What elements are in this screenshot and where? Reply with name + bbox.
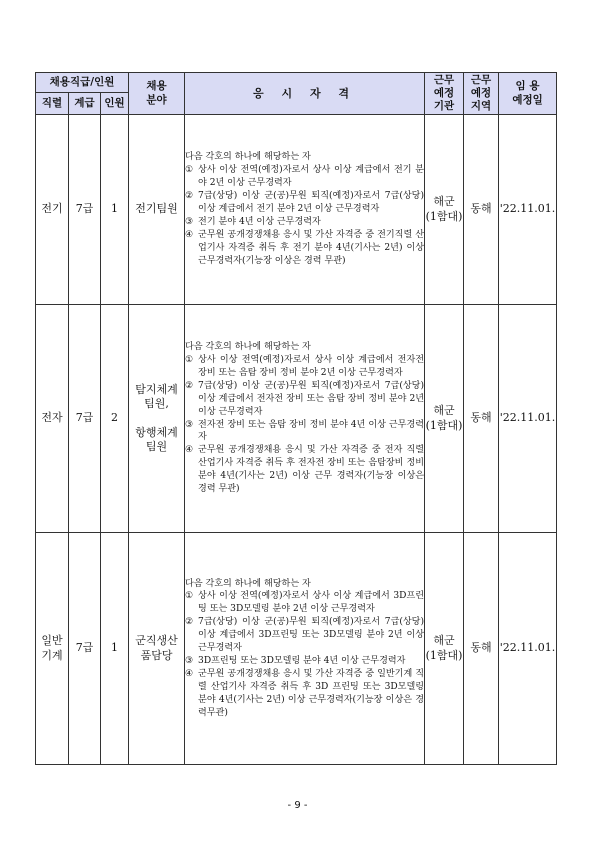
count-cell: 1	[101, 533, 129, 765]
item-text: 군무원 공개경쟁채용 응시 및 가산 자격증 중 전기직렬 산업기사 자격증 취득 후 전기 분야 4년(기사는 2년) 이상 근무경력자(기능장 이상은 경력 무관)	[198, 229, 425, 266]
qualification-item	[185, 616, 424, 655]
qualification-cell	[185, 305, 425, 533]
item-text: 7급(상당) 이상 군(공)무원 퇴직(예정)자로서 7급(상당) 이상 계급에서 3D프린팅 또는 3D모델링 분야 2년 이상 근무경력자	[198, 617, 425, 654]
item-text: 3D프린팅 또는 3D모델링 분야 4년 이상 근무경력자	[198, 655, 406, 666]
field-cell: 탐지체계 팀원, 항행체계 팀원	[129, 305, 185, 533]
qualification-item	[185, 419, 424, 445]
field-cell: 군직생산 품담당	[129, 533, 185, 765]
header-region: 근무 예정 지역	[464, 73, 499, 115]
table-row	[36, 533, 557, 765]
item-number: ①	[185, 354, 194, 365]
item-number: ④	[185, 445, 194, 456]
header-qualification: 응 시 자 격	[185, 73, 425, 115]
count-cell: 2	[101, 305, 129, 533]
item-number: ②	[185, 380, 194, 391]
item-text: 전기 분야 4년 이상 근무경력자	[198, 216, 321, 227]
item-text: 상사 이상 전역(예정)자로서 상사 이상 계급에서 3D프린팅 또는 3D모델링 분야 2년 이상 근무경력자	[198, 591, 425, 615]
item-text: 군무원 공개경쟁채용 응시 및 가산 자격증 중 일반기계 직렬 산업기사 자격증 취득 후 3D 프린팅 또는 3D모델링 분야 4년(기사는 2년) 이상 근무경력자(기능장 이상은 경력무관)	[198, 668, 425, 718]
region-cell: 동해	[464, 533, 499, 765]
job-cell: 일반 기계	[36, 533, 69, 765]
item-number: ③	[185, 419, 194, 430]
field-cell: 전기팀원	[129, 115, 185, 305]
count-cell: 1	[101, 115, 129, 305]
date-cell: '22.11.01.	[499, 533, 557, 765]
item-number: ③	[185, 216, 194, 227]
region-cell: 동해	[464, 115, 499, 305]
header-field: 채용 분야	[129, 73, 185, 115]
qualification-item	[185, 164, 424, 190]
qualification-item	[185, 216, 424, 229]
recruitment-table	[35, 72, 557, 765]
item-number: ④	[185, 229, 194, 240]
qualification-item	[185, 444, 424, 496]
grade-cell: 7급	[69, 533, 101, 765]
item-number: ①	[185, 591, 194, 602]
qualification-intro: 다음 각호의 하나에 해당하는 자	[185, 342, 311, 353]
item-number: ②	[185, 191, 194, 202]
qualification-item	[185, 380, 424, 419]
qualification-intro: 다음 각호의 하나에 해당하는 자	[185, 152, 311, 163]
agency-cell: 해군 (1함대)	[425, 533, 464, 765]
qualification-item	[185, 354, 424, 380]
item-text: 7급(상당) 이상 군(공)무원 퇴직(예정)자로서 7급(상당) 이상 계급에서 전자전 장비 또는 음탐 장비 정비 분야 2년 이상 근무경력자	[198, 380, 425, 417]
qualification-cell	[185, 533, 425, 765]
grade-cell: 7급	[69, 305, 101, 533]
qualification-intro: 다음 각호의 하나에 해당하는 자	[185, 578, 311, 589]
item-text: 7급(상당) 이상 군(공)무원 퇴직(예정)자로서 7급(상당) 이상 계급에서 전기 분야 2년 이상 근무경력자	[198, 191, 425, 215]
item-text: 상사 이상 전역(예정)자로서 상사 이상 계급에서 전자전 장비 또는 음탐 장비 정비 분야 2년 이상 근무경력자	[198, 354, 425, 378]
header-count: 인원	[101, 93, 129, 115]
item-number: ③	[185, 655, 194, 666]
date-cell: '22.11.01.	[499, 305, 557, 533]
item-number: ②	[185, 617, 194, 628]
job-cell: 전기	[36, 115, 69, 305]
item-text: 군무원 공개경쟁채용 응시 및 가산 자격증 중 전자 직렬 산업기사 자격증 취득 후 전자전 장비 또는 음탐장비 정비 분야 4년(기사는 2년) 이상 근무 경력자(기능장 이상은 경력 무관)	[198, 445, 425, 495]
header-grade: 계급	[69, 93, 101, 115]
header-recruit-grade-count: 채용직급/인원	[36, 73, 129, 93]
item-text: 상사 이상 전역(예정)자로서 상사 이상 계급에서 전기 분야 2년 이상 근무경력자	[198, 165, 425, 189]
region-cell: 동해	[464, 305, 499, 533]
date-cell: '22.11.01.	[499, 115, 557, 305]
qualification-item	[185, 668, 424, 720]
qualification-item	[185, 229, 424, 268]
table-row	[36, 305, 557, 533]
job-cell: 전자	[36, 305, 69, 533]
table-row	[36, 115, 557, 305]
qualification-item	[185, 590, 424, 616]
qualification-cell	[185, 115, 425, 305]
qualification-item	[185, 655, 424, 668]
item-text: 전자전 장비 또는 음탐 장비 정비 분야 4년 이상 근무경력자	[198, 419, 425, 443]
page-number: - 9 -	[287, 800, 308, 811]
agency-cell: 해군 (1함대)	[425, 305, 464, 533]
item-number: ④	[185, 668, 194, 679]
grade-cell: 7급	[69, 115, 101, 305]
header-agency: 근무 예정 기관	[425, 73, 464, 115]
item-number: ①	[185, 165, 194, 176]
header-job: 직렬	[36, 93, 69, 115]
qualification-item	[185, 190, 424, 216]
header-date: 임 용 예정일	[499, 73, 557, 115]
agency-cell: 해군 (1함대)	[425, 115, 464, 305]
